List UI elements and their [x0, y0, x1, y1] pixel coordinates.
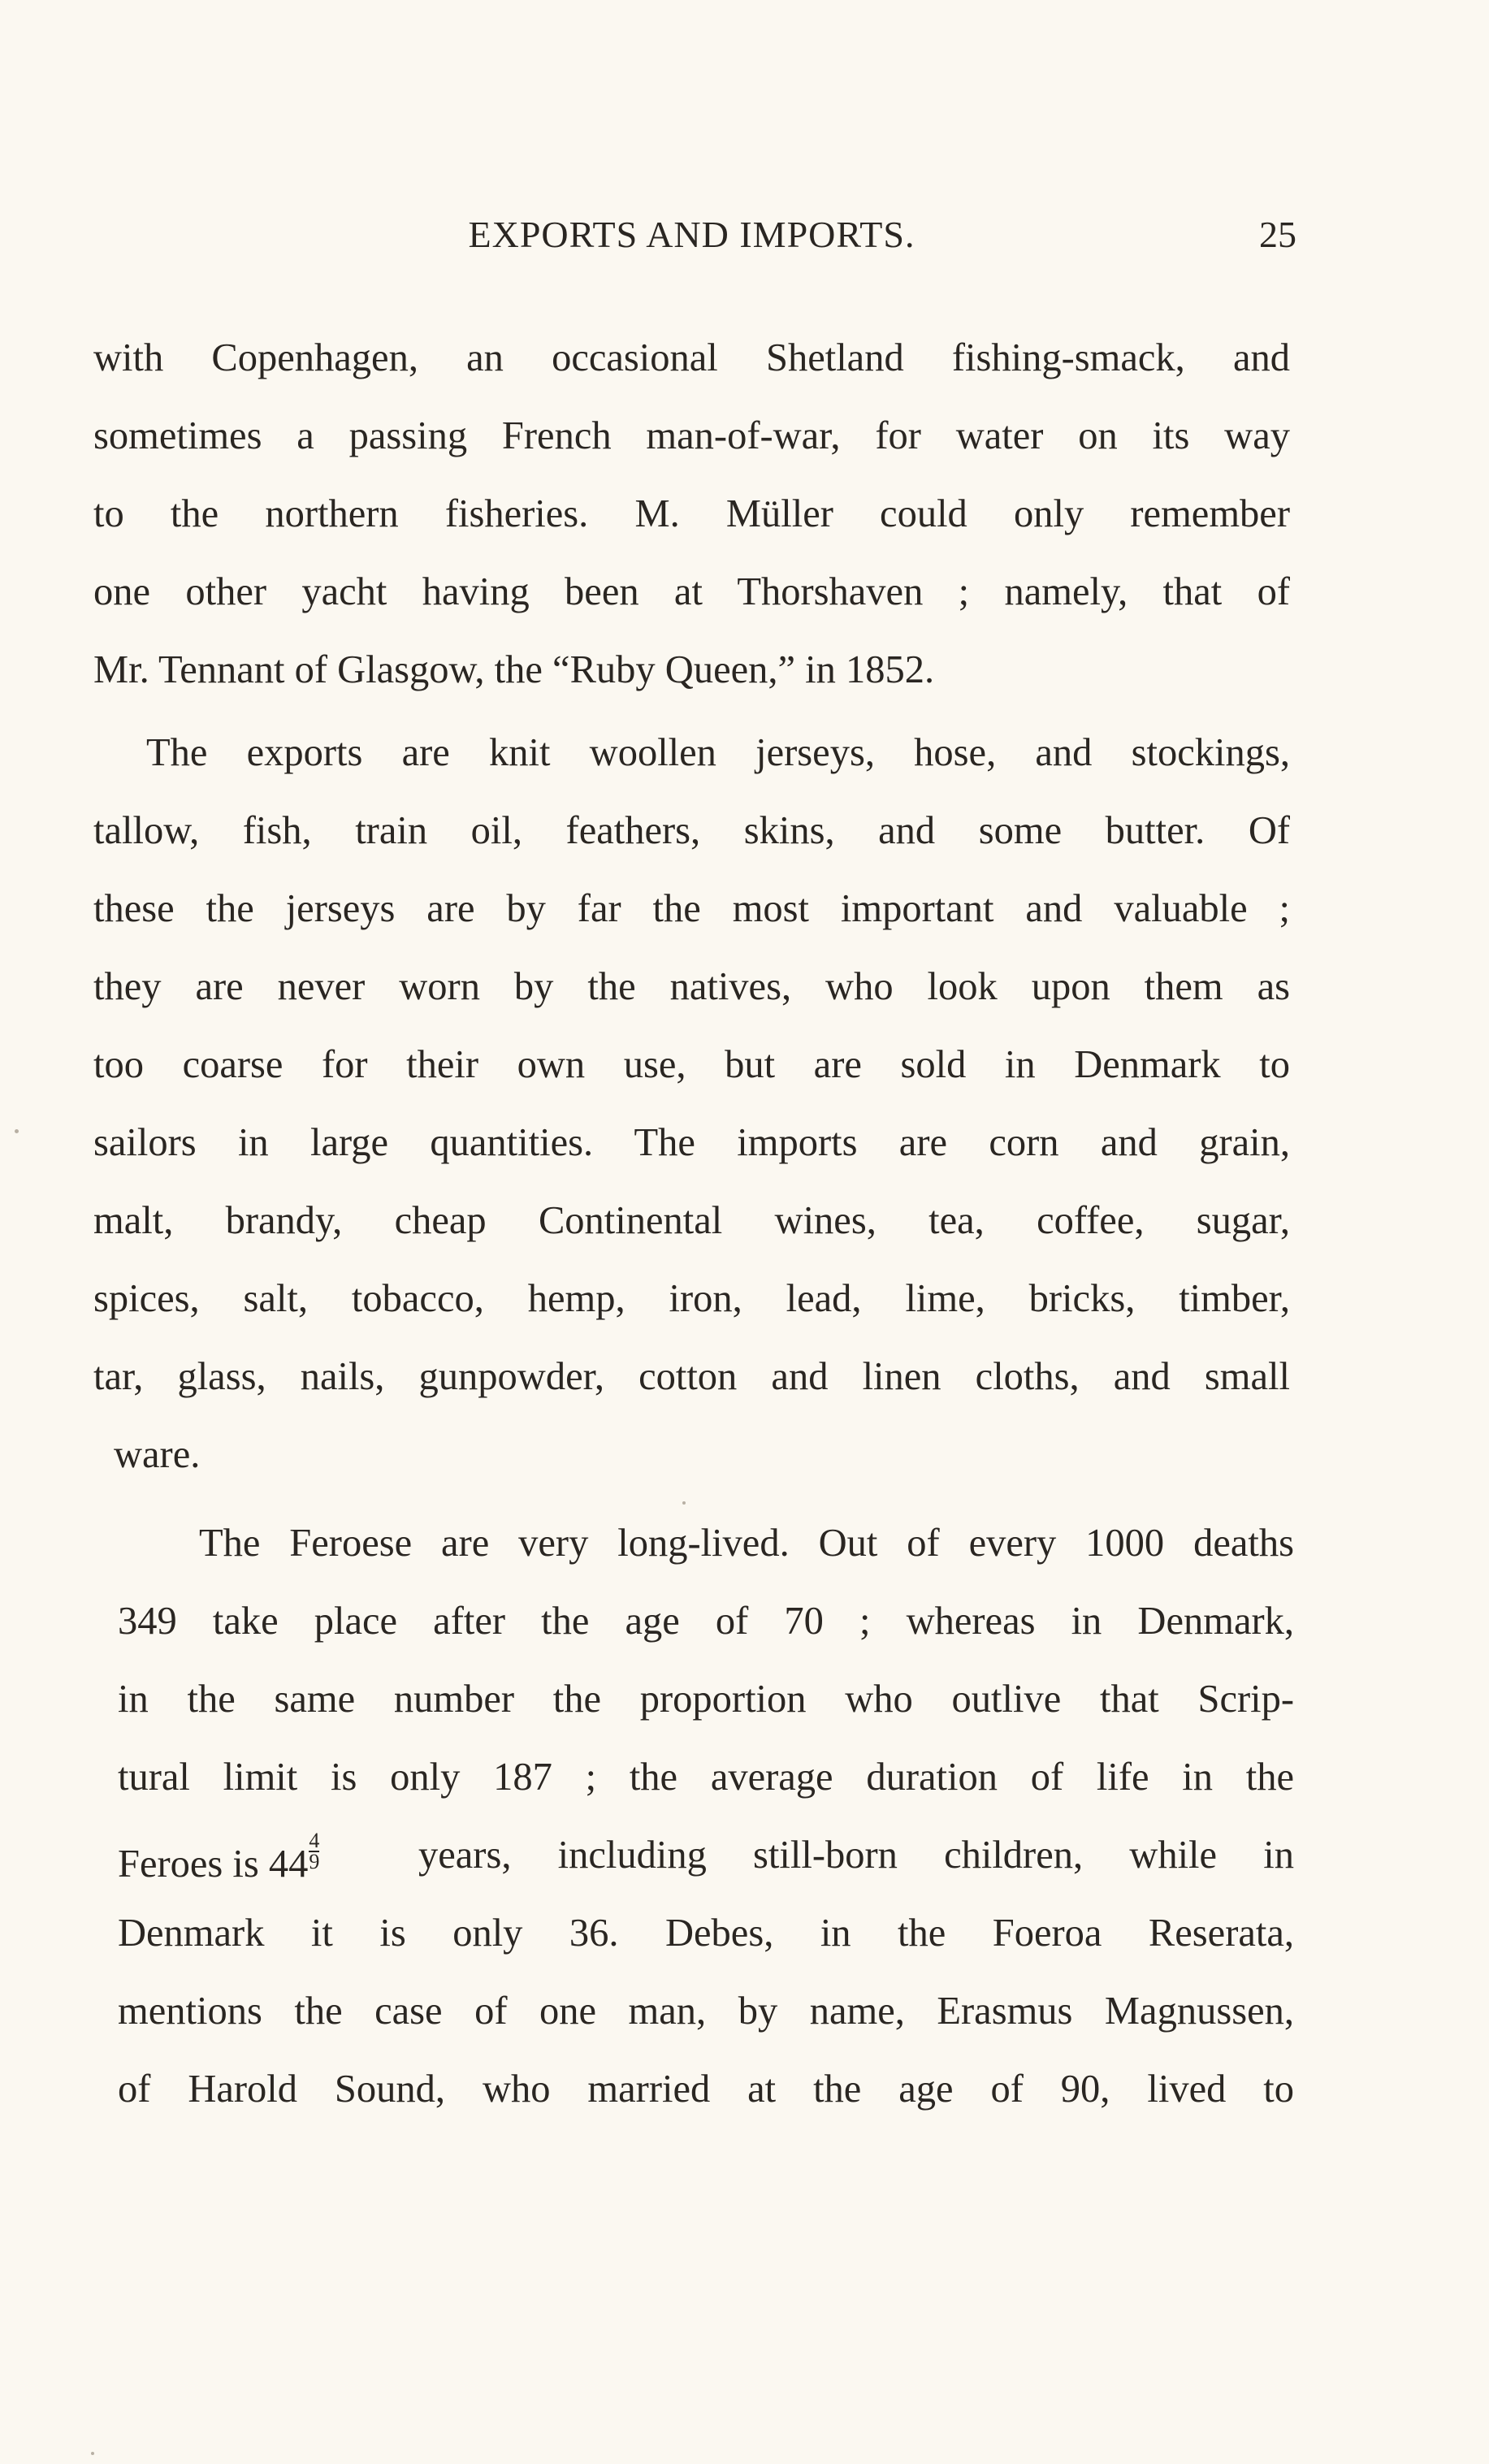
- text-line: these the jerseys are by far the most important and valuable ;: [93, 887, 1290, 930]
- text-line: sailors in large quantities. The imports are corn and grain,: [93, 1121, 1290, 1164]
- running-head: [93, 213, 1296, 262]
- text-line: spices, salt, tobacco, hemp, iron, lead, lime, bricks, timber,: [93, 1277, 1290, 1320]
- fraction-four-ninths: [309, 1831, 319, 1872]
- paragraph-start-line: The Feroese are very long-lived. Out of every 1000 deaths: [199, 1522, 1294, 1565]
- paper-speck: [91, 2452, 94, 2455]
- text-line: ware.: [114, 1433, 201, 1476]
- text-line: one other yacht having been at Thorshaven ; namely, that of: [93, 570, 1290, 613]
- text-line: too coarse for their own use, but are sold in Denmark to: [93, 1043, 1290, 1086]
- page-number: 25: [1259, 214, 1296, 255]
- paper-speck: [15, 1129, 19, 1133]
- text-line: tallow, fish, train oil, feathers, skins, and some butter. Of: [93, 809, 1290, 852]
- fraction-denominator: 9: [309, 1850, 320, 1873]
- text-line: 349 take place after the age of 70 ; whereas in Denmark,: [118, 1600, 1294, 1643]
- text-line: Denmark it is only 36. Debes, in the Foeroa Reserata,: [118, 1912, 1294, 1955]
- text-line: they are never worn by the natives, who look upon them as: [93, 965, 1290, 1008]
- running-title: EXPORTS AND IMPORTS.: [468, 214, 915, 255]
- text-line: mentions the case of one man, by name, Erasmus Magnussen,: [118, 1990, 1294, 2033]
- fraction-numerator: 4: [309, 1831, 320, 1852]
- paper-speck: [682, 1501, 686, 1505]
- text-line: in the same number the proportion who outlive that Scrip-: [118, 1678, 1294, 1721]
- text-line: tar, glass, nails, gunpowder, cotton and linen cloths, and small: [93, 1355, 1290, 1398]
- fraction-line-prefix: Feroes is 44: [118, 1843, 309, 1886]
- text-line: Mr. Tennant of Glasgow, the “Ruby Queen,” in 1852.: [93, 648, 935, 691]
- text-line-fraction-start: [118, 1831, 410, 1889]
- text-line: sometimes a passing French man-of-war, for water on its way: [93, 414, 1290, 457]
- text-line: tural limit is only 187 ; the average duration of life in the: [118, 1756, 1294, 1799]
- text-line: to the northern fisheries. M. Müller could only remember: [93, 492, 1290, 535]
- text-line: of Harold Sound, who married at the age of 90, lived to: [118, 2068, 1294, 2111]
- text-line: years, including still-born children, while in: [418, 1834, 1294, 1877]
- text-line: with Copenhagen, an occasional Shetland fishing-smack, and: [93, 336, 1290, 379]
- paragraph-start-line: The exports are knit woollen jerseys, hose, and stockings,: [146, 731, 1290, 774]
- text-line: malt, brandy, cheap Continental wines, tea, coffee, sugar,: [93, 1199, 1290, 1242]
